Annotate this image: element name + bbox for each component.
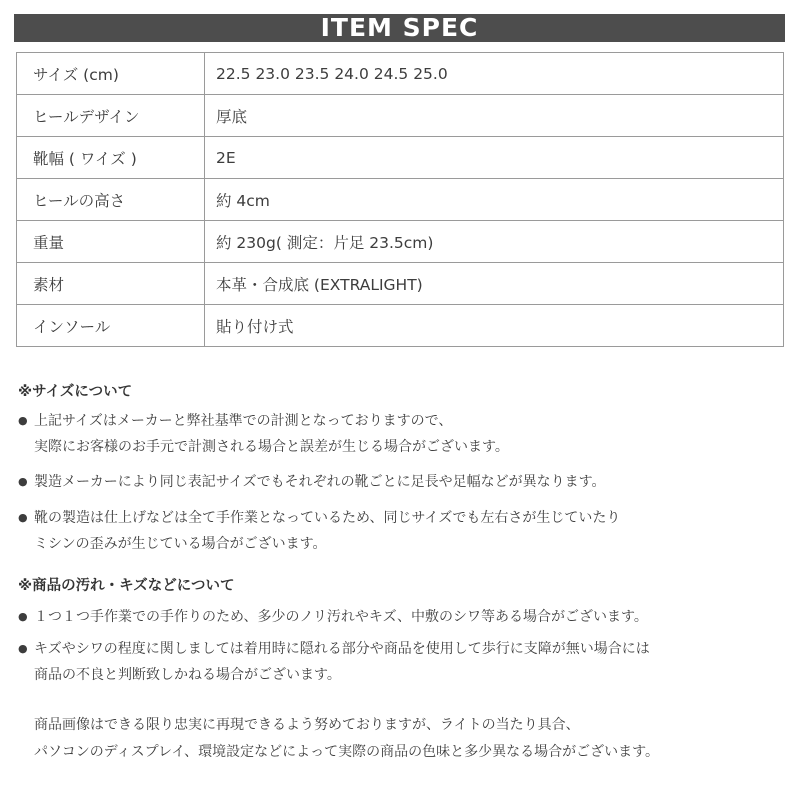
note-line: 商品の不良と判断致しかねる場合がございます。: [34, 667, 341, 683]
image-note: [34, 712, 659, 766]
note-line: 実際にお客様のお手元で計測される場合と誤差が生じる場合がございます。: [34, 439, 509, 455]
spec-row-heel-design: [17, 95, 784, 137]
spec-label: サイズ (cm): [17, 53, 205, 95]
spec-row-width: [17, 137, 784, 179]
spec-label: 靴幅 ( ワイズ ): [17, 137, 205, 179]
spec-value: 2E: [205, 137, 784, 179]
spec-value: 本革・合成底 (EXTRALIGHT): [205, 263, 784, 305]
bullet-icon: ●: [18, 642, 28, 655]
note-line: ミシンの歪みが生じている場合がございます。: [34, 536, 327, 552]
spec-table: [16, 52, 784, 347]
bullet-icon: ●: [18, 475, 28, 488]
spec-row-insole: [17, 305, 784, 347]
spec-value: 22.5 23.0 23.5 24.0 24.5 25.0: [205, 53, 784, 95]
spec-label: 素材: [17, 263, 205, 305]
spec-label: 重量: [17, 221, 205, 263]
item-spec-banner: ITEM SPEC: [14, 14, 785, 42]
damage-note-heading: ※商品の汚れ・キズなどについて: [18, 578, 235, 594]
note-line: 商品画像はできる限り忠実に再現できるよう努めておりますが、ライトの当たり具合、: [34, 717, 580, 733]
note-line: １つ１つ手作業での手作りのため、多少のノリ汚れやキズ、中敷のシワ等ある場合がございます。: [34, 609, 648, 625]
spec-row-material: [17, 263, 784, 305]
spec-value: 貼り付け式: [205, 305, 784, 347]
spec-value: 厚底: [205, 95, 784, 137]
size-note-heading: ※サイズについて: [18, 384, 133, 400]
spec-value: 約 230g( 測定：片足 23.5cm): [205, 221, 784, 263]
bullet-icon: ●: [18, 414, 28, 427]
spec-row-weight: [17, 221, 784, 263]
note-line: パソコンのディスプレイ、環境設定などによって実際の商品の色味と多少異なる場合がございます。: [34, 744, 659, 760]
list-item: [18, 604, 648, 630]
note-line: 上記サイズはメーカーと弊社基準での計測となっておりますので、: [34, 413, 453, 429]
note-line: 靴の製造は仕上げなどは全て手作業となっているため、同じサイズでも左右さが生じていたり: [34, 510, 621, 526]
list-item: [18, 505, 620, 557]
bullet-icon: ●: [18, 610, 28, 623]
note-line: キズやシワの程度に関しましては着用時に隠れる部分や商品を使用して歩行に支障が無い場合には: [34, 641, 650, 657]
list-item: [18, 636, 650, 688]
spec-row-size: [17, 53, 784, 95]
spec-value: 約 4cm: [205, 179, 784, 221]
list-item: [18, 469, 605, 495]
spec-label: ヒールの高さ: [17, 179, 205, 221]
spec-label: インソール: [17, 305, 205, 347]
bullet-icon: ●: [18, 511, 28, 524]
spec-row-heel-height: [17, 179, 784, 221]
spec-label: ヒールデザイン: [17, 95, 205, 137]
list-item: [18, 408, 509, 460]
note-line: 製造メーカーにより同じ表記サイズでもそれぞれの靴ごとに足長や足幅などが異なります。: [34, 474, 606, 490]
